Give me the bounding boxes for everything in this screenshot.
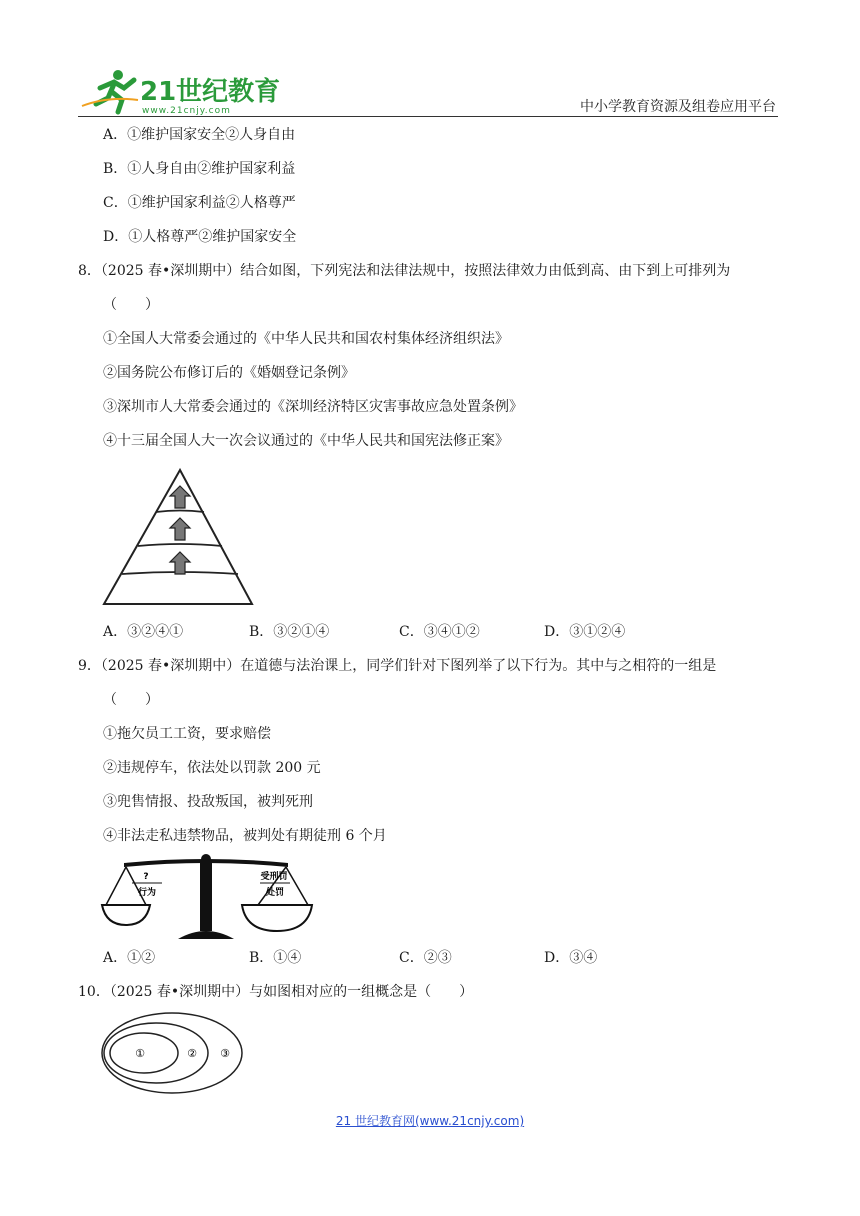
platform-title: 中小学教育资源及组卷应用平台 (580, 99, 776, 115)
site-logo (78, 66, 281, 118)
q8-option-b: B．③②①④ (249, 624, 330, 640)
q9-item-4: ④非法走私违禁物品，被判处有期徒刑 6 个月 (103, 828, 387, 844)
nested-circles-figure (100, 1010, 246, 1100)
scale-left-bottom-label: 行为 (137, 888, 157, 898)
q8-option-a: A．③②④① (103, 624, 184, 640)
balance-scale-figure (102, 853, 312, 947)
runner-icon (82, 70, 138, 112)
scale-left-top-label: ? (143, 872, 149, 882)
q9-item-2: ②违规停车，依法处以罚款 200 元 (103, 760, 321, 776)
q9-item-1: ①拖欠员工工资，要求赔偿 (103, 726, 271, 742)
q8-option-d: D．③①②④ (544, 624, 626, 640)
footer-link[interactable]: 21 世纪教育网(www.21cnjy.com) (335, 1114, 525, 1128)
circle-label-1: ① (135, 1047, 145, 1060)
circle-label-3: ③ (220, 1047, 230, 1060)
q9-paren: （ ） (103, 692, 159, 708)
q8-paren: （ ） (103, 297, 159, 313)
q8-options (103, 622, 803, 642)
q8-item-1: ①全国人大常委会通过的《中华人民共和国农村集体经济组织法》 (103, 331, 509, 347)
q9-option-c: C．②③ (399, 950, 452, 966)
q7-option-a: A．①维护国家安全②人身自由 (103, 127, 296, 143)
q10-stem: 10．（2025 春•深圳期中）与如图相对应的一组概念是（ ） (78, 984, 474, 1000)
q8-stem: 8．（2025 春•深圳期中）结合如图，下列宪法和法律法规中，按照法律效力由低到高、由下到上可排列为 (78, 263, 731, 279)
q9-stem: 9．（2025 春•深圳期中）在道德与法治课上，同学们针对下图列举了以下行为。其中与之相符的一组是 (78, 658, 717, 674)
q8-item-2: ②国务院公布修订后的《婚姻登记条例》 (103, 365, 355, 381)
q9-options (103, 948, 803, 968)
scale-right-top-label: 受刑罚 (260, 872, 288, 882)
law-pyramid-figure (100, 466, 260, 614)
q9-option-a: A．①② (103, 950, 156, 966)
header-divider (78, 116, 778, 117)
q8-option-c: C．③④①② (399, 624, 480, 640)
scale-right-bottom-label: 处罚 (265, 888, 285, 898)
circle-label-2: ② (187, 1047, 197, 1060)
q9-item-3: ③兜售情报、投敌叛国，被判死刑 (103, 794, 313, 810)
q8-item-4: ④十三届全国人大一次会议通过的《中华人民共和国宪法修正案》 (103, 433, 509, 449)
q7-option-b: B．①人身自由②维护国家利益 (103, 161, 296, 177)
logo-sub-text: www.21cnjy.com (142, 106, 231, 116)
q9-option-b: B．①④ (249, 950, 302, 966)
q9-option-d: D．③④ (544, 950, 598, 966)
logo-main-text: 21世纪教育 (140, 77, 281, 107)
q8-item-3: ③深圳市人大常委会通过的《深圳经济特区灾害事故应急处置条例》 (103, 399, 523, 415)
q7-option-c: C．①维护国家利益②人格尊严 (103, 195, 296, 211)
page-footer (0, 1112, 860, 1129)
q7-option-d: D．①人格尊严②维护国家安全 (103, 229, 297, 245)
